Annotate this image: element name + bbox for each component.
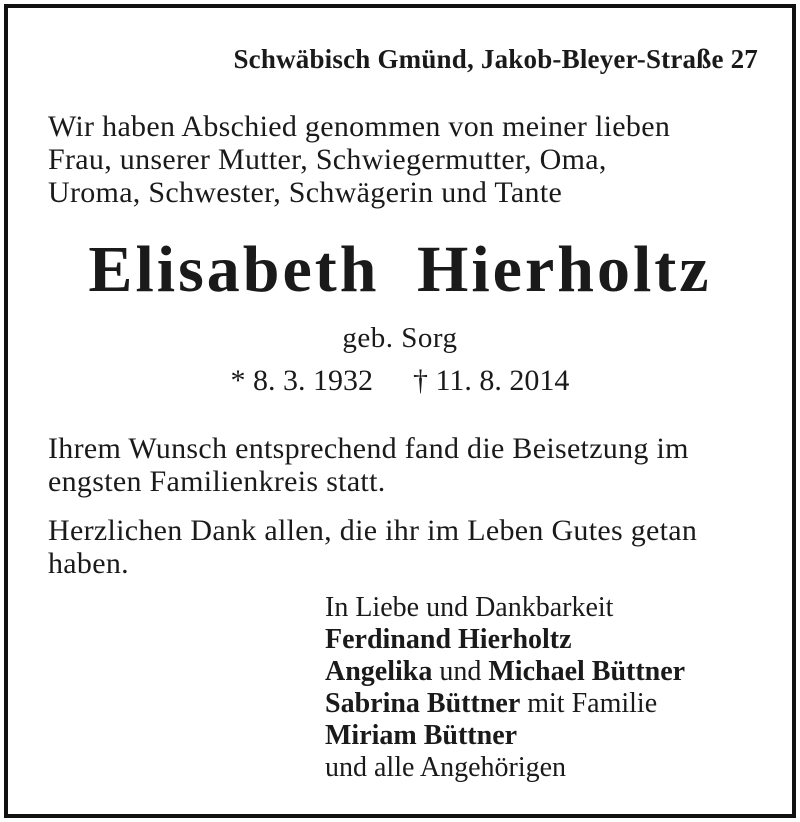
intro-line: Uroma, Schwester, Schwägerin und Tante	[48, 176, 563, 209]
paragraph-line: haben.	[48, 547, 129, 580]
closing-line: In Liebe und Dankbarkeit	[325, 592, 614, 623]
address-line: Schwäbisch Gmünd, Jakob-Bleyer-Straße 27	[233, 44, 758, 74]
funeral-info-paragraph	[48, 432, 689, 498]
maiden-name: geb. Sorg	[342, 322, 458, 354]
final-line: und alle Angehörigen	[325, 752, 567, 783]
mourner-name: Miriam Büttner	[325, 720, 518, 751]
paragraph-line: Ihrem Wunsch entsprechend fand die Beisetzung im	[48, 432, 689, 465]
life-dates	[8, 364, 792, 398]
mourner-line	[325, 656, 685, 688]
paragraph-line: Herzlichen Dank allen, die ihr im Leben Gutes getan	[48, 514, 698, 547]
mourner-name: Ferdinand Hierholtz	[325, 624, 572, 655]
deceased-name: Elisabeth Hierholtz	[88, 233, 712, 306]
thanks-paragraph	[48, 514, 697, 580]
death-date: † 11. 8. 2014	[413, 364, 570, 397]
signature-block	[325, 592, 685, 784]
obituary-notice	[4, 4, 796, 818]
mourner-name: Michael Büttner	[488, 656, 686, 687]
intro-line: Wir haben Abschied genommen von meiner lieben	[48, 110, 671, 143]
mourner-name: Sabrina Büttner	[325, 688, 521, 719]
connector-text: und	[432, 656, 489, 687]
suffix-text: mit Familie	[520, 688, 658, 719]
intro-line: Frau, unserer Mutter, Schwiegermutter, Oma,	[48, 143, 607, 176]
mourner-name: Angelika	[325, 656, 433, 687]
intro-text	[48, 110, 670, 209]
birth-date: * 8. 3. 1932	[230, 364, 374, 397]
paragraph-line: engsten Familienkreis statt.	[48, 465, 386, 498]
mourner-line	[325, 688, 685, 720]
